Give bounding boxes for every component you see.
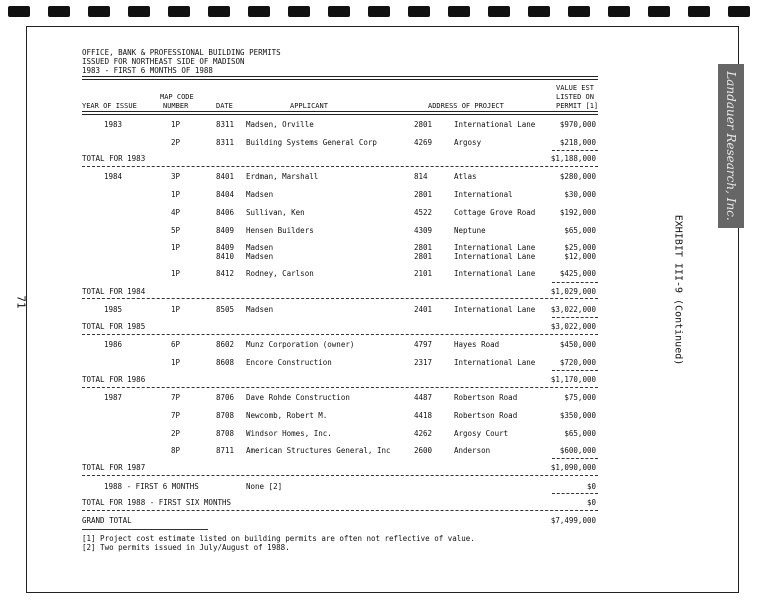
street-name-cell: International Lane — [454, 252, 536, 261]
applicant-cell: Sullivan, Ken — [246, 208, 305, 217]
street-number-cell: 2101 — [414, 269, 433, 278]
binding-hole — [688, 6, 710, 17]
street-name-cell: Robertson Road — [454, 393, 518, 402]
header-rule — [82, 76, 598, 80]
col-applicant-header: APPLICANT — [290, 102, 328, 110]
total-label: TOTAL FOR 1986 — [82, 375, 146, 384]
applicant-cell: Madsen — [246, 243, 274, 252]
street-name-cell: Hayes Road — [454, 340, 500, 349]
section-divider — [82, 166, 598, 167]
value-cell: $75,000 — [564, 393, 596, 402]
map-code-cell: 1P — [171, 243, 181, 252]
binding-hole — [368, 6, 390, 17]
street-name-cell: Robertson Road — [454, 411, 518, 420]
col-date-header: DATE — [216, 102, 233, 110]
value-cell: $65,000 — [564, 429, 596, 438]
report-title: OFFICE, BANK & PROFESSIONAL BUILDING PERMITS — [82, 48, 281, 57]
date-cell: 8602 — [216, 340, 235, 349]
total-value: $1,188,000 — [550, 154, 596, 163]
applicant-cell: Hensen Builders — [246, 226, 314, 235]
col-map-header-1: MAP CODE — [160, 93, 194, 101]
street-number-cell: 4522 — [414, 208, 433, 217]
map-code-cell: 7P — [171, 393, 181, 402]
street-name-cell: International Lane — [454, 243, 536, 252]
applicant-cell: Madsen, Orville — [246, 120, 314, 129]
date-cell: 8401 — [216, 172, 235, 181]
col-map-header-2: NUMBER — [163, 102, 189, 110]
binding-hole — [728, 6, 750, 17]
street-name-cell: International Lane — [454, 358, 536, 367]
date-cell: 8410 — [216, 252, 235, 261]
applicant-cell: None [2] — [246, 482, 283, 491]
col-year-header: YEAR OF ISSUE — [82, 102, 137, 110]
subtotal-rule — [552, 317, 598, 318]
street-number-cell: 2801 — [414, 252, 433, 261]
subtotal-rule — [552, 493, 598, 494]
total-label: TOTAL FOR 1988 - FIRST SIX MONTHS — [82, 498, 232, 507]
street-number-cell: 2317 — [414, 358, 433, 367]
date-cell: 8404 — [216, 190, 235, 199]
date-cell: 8409 — [216, 243, 235, 252]
map-code-cell: 3P — [171, 172, 181, 181]
total-value: $0 — [586, 498, 596, 507]
year-cell: 1988 - FIRST 6 MONTHS — [104, 482, 199, 491]
binding-hole — [48, 6, 70, 17]
applicant-cell: Madsen — [246, 252, 274, 261]
col-value-header-1: VALUE EST — [556, 84, 594, 92]
section-divider — [82, 510, 598, 511]
applicant-cell: American Structures General, Inc — [246, 446, 391, 455]
street-name-cell: Neptune — [454, 226, 486, 235]
map-code-cell: 1P — [171, 269, 181, 278]
value-cell: $280,000 — [559, 172, 596, 181]
binding-hole — [648, 6, 670, 17]
col-address-header: ADDRESS OF PROJECT — [428, 102, 504, 110]
street-number-cell: 4418 — [414, 411, 433, 420]
exhibit-label: EXHIBIT III-9 (Continued) — [672, 214, 684, 366]
applicant-cell: Newcomb, Robert M. — [246, 411, 328, 420]
value-cell: $970,000 — [559, 120, 596, 129]
date-cell: 8608 — [216, 358, 235, 367]
value-cell: $192,000 — [559, 208, 596, 217]
value-cell: $0 — [586, 482, 596, 491]
street-name-cell: Argosy Court — [454, 429, 509, 438]
street-number-cell: 4309 — [414, 226, 433, 235]
binding-hole — [8, 6, 30, 17]
binding-hole — [408, 6, 430, 17]
value-cell: $425,000 — [559, 269, 596, 278]
value-cell: $65,000 — [564, 226, 596, 235]
value-cell: $720,000 — [559, 358, 596, 367]
section-divider — [82, 298, 598, 299]
map-code-cell: 5P — [171, 226, 181, 235]
year-cell: 1983 — [104, 120, 123, 129]
date-cell: 8311 — [216, 138, 235, 147]
date-cell: 8412 — [216, 269, 235, 278]
street-number-cell: 814 — [414, 172, 428, 181]
street-number-cell: 4487 — [414, 393, 433, 402]
street-number-cell: 4269 — [414, 138, 433, 147]
publisher-stamp: Landauer Research, Inc. — [724, 71, 738, 221]
binding-hole — [568, 6, 590, 17]
value-cell: $350,000 — [559, 411, 596, 420]
total-label: TOTAL FOR 1984 — [82, 287, 146, 296]
binding-hole — [128, 6, 150, 17]
section-divider — [82, 334, 598, 335]
street-name-cell: Argosy — [454, 138, 482, 147]
total-label: TOTAL FOR 1983 — [82, 154, 146, 163]
year-cell: 1985 — [104, 305, 123, 314]
report-period: 1983 - FIRST 6 MONTHS OF 1988 — [82, 66, 213, 75]
section-divider — [82, 387, 598, 388]
binding-hole — [528, 6, 550, 17]
value-cell: $12,000 — [564, 252, 596, 261]
street-number-cell: 2801 — [414, 120, 433, 129]
section-divider — [82, 475, 598, 476]
street-number-cell: 4262 — [414, 429, 433, 438]
applicant-cell: Madsen — [246, 305, 274, 314]
map-code-cell: 1P — [171, 305, 181, 314]
street-name-cell: Cottage Grove Road — [454, 208, 536, 217]
year-cell: 1986 — [104, 340, 123, 349]
subtotal-rule — [552, 458, 598, 459]
applicant-cell: Encore Construction — [246, 358, 332, 367]
map-code-cell: 2P — [171, 429, 181, 438]
binding-hole — [448, 6, 470, 17]
street-number-cell: 2600 — [414, 446, 433, 455]
column-header-rule — [82, 111, 598, 115]
binding-hole — [208, 6, 230, 17]
binding-hole — [608, 6, 630, 17]
value-cell: $3,022,000 — [550, 305, 596, 314]
street-name-cell: International Lane — [454, 120, 536, 129]
date-cell: 8708 — [216, 411, 235, 420]
binding-hole — [488, 6, 510, 17]
binding-hole — [168, 6, 190, 17]
date-cell: 8311 — [216, 120, 235, 129]
binding-hole — [328, 6, 350, 17]
street-name-cell: International Lane — [454, 305, 536, 314]
report-subtitle: ISSUED FOR NORTHEAST SIDE OF MADISON — [82, 57, 245, 66]
street-number-cell: 2801 — [414, 190, 433, 199]
street-number-cell: 2401 — [414, 305, 433, 314]
street-name-cell: Atlas — [454, 172, 477, 181]
map-code-cell: 6P — [171, 340, 181, 349]
applicant-cell: Madsen — [246, 190, 274, 199]
subtotal-rule — [552, 150, 598, 151]
total-value: $3,022,000 — [550, 322, 596, 331]
map-code-cell: 2P — [171, 138, 181, 147]
grand-total-label: GRAND TOTAL — [82, 516, 132, 525]
date-cell: 8711 — [216, 446, 235, 455]
map-code-cell: 7P — [171, 411, 181, 420]
street-name-cell: International Lane — [454, 269, 536, 278]
map-code-cell: 1P — [171, 190, 181, 199]
col-value-header-3: PERMIT [1] — [556, 102, 599, 110]
date-cell: 8708 — [216, 429, 235, 438]
value-cell: $30,000 — [564, 190, 596, 199]
street-name-cell: International — [454, 190, 513, 199]
binding-hole — [248, 6, 270, 17]
value-cell: $25,000 — [564, 243, 596, 252]
value-cell: $218,000 — [559, 138, 596, 147]
map-code-cell: 4P — [171, 208, 181, 217]
footnote-rule — [82, 529, 208, 530]
year-cell: 1984 — [104, 172, 123, 181]
total-label: TOTAL FOR 1987 — [82, 463, 146, 472]
street-number-cell: 2801 — [414, 243, 433, 252]
applicant-cell: Dave Rohde Construction — [246, 393, 350, 402]
date-cell: 8505 — [216, 305, 235, 314]
subtotal-rule — [552, 370, 598, 371]
map-code-cell: 1P — [171, 358, 181, 367]
applicant-cell: Building Systems General Corp — [246, 138, 377, 147]
applicant-cell: Windsor Homes, Inc. — [246, 429, 332, 438]
map-code-cell: 8P — [171, 446, 181, 455]
binding-hole — [88, 6, 110, 17]
total-value: $1,090,000 — [550, 463, 596, 472]
year-cell: 1987 — [104, 393, 123, 402]
footnote-2: [2] Two permits issued in July/August of 1988. — [82, 543, 290, 552]
map-code-cell: 1P — [171, 120, 181, 129]
total-value: $1,170,000 — [550, 375, 596, 384]
subtotal-rule — [552, 282, 598, 283]
applicant-cell: Munz Corporation (owner) — [246, 340, 355, 349]
date-cell: 8409 — [216, 226, 235, 235]
value-cell: $600,000 — [559, 446, 596, 455]
date-cell: 8706 — [216, 393, 235, 402]
street-number-cell: 4797 — [414, 340, 433, 349]
date-cell: 8406 — [216, 208, 235, 217]
page-number: 71 — [14, 295, 28, 309]
value-cell: $450,000 — [559, 340, 596, 349]
grand-total-value: $7,499,000 — [550, 516, 596, 525]
street-name-cell: Anderson — [454, 446, 491, 455]
col-value-header-2: LISTED ON — [556, 93, 594, 101]
applicant-cell: Rodney, Carlson — [246, 269, 314, 278]
total-label: TOTAL FOR 1985 — [82, 322, 146, 331]
total-value: $1,029,000 — [550, 287, 596, 296]
binding-hole — [288, 6, 310, 17]
footnote-1: [1] Project cost estimate listed on building permits are often not reflective of value. — [82, 534, 475, 543]
applicant-cell: Erdman, Marshall — [246, 172, 319, 181]
spiral-binding — [0, 0, 768, 22]
